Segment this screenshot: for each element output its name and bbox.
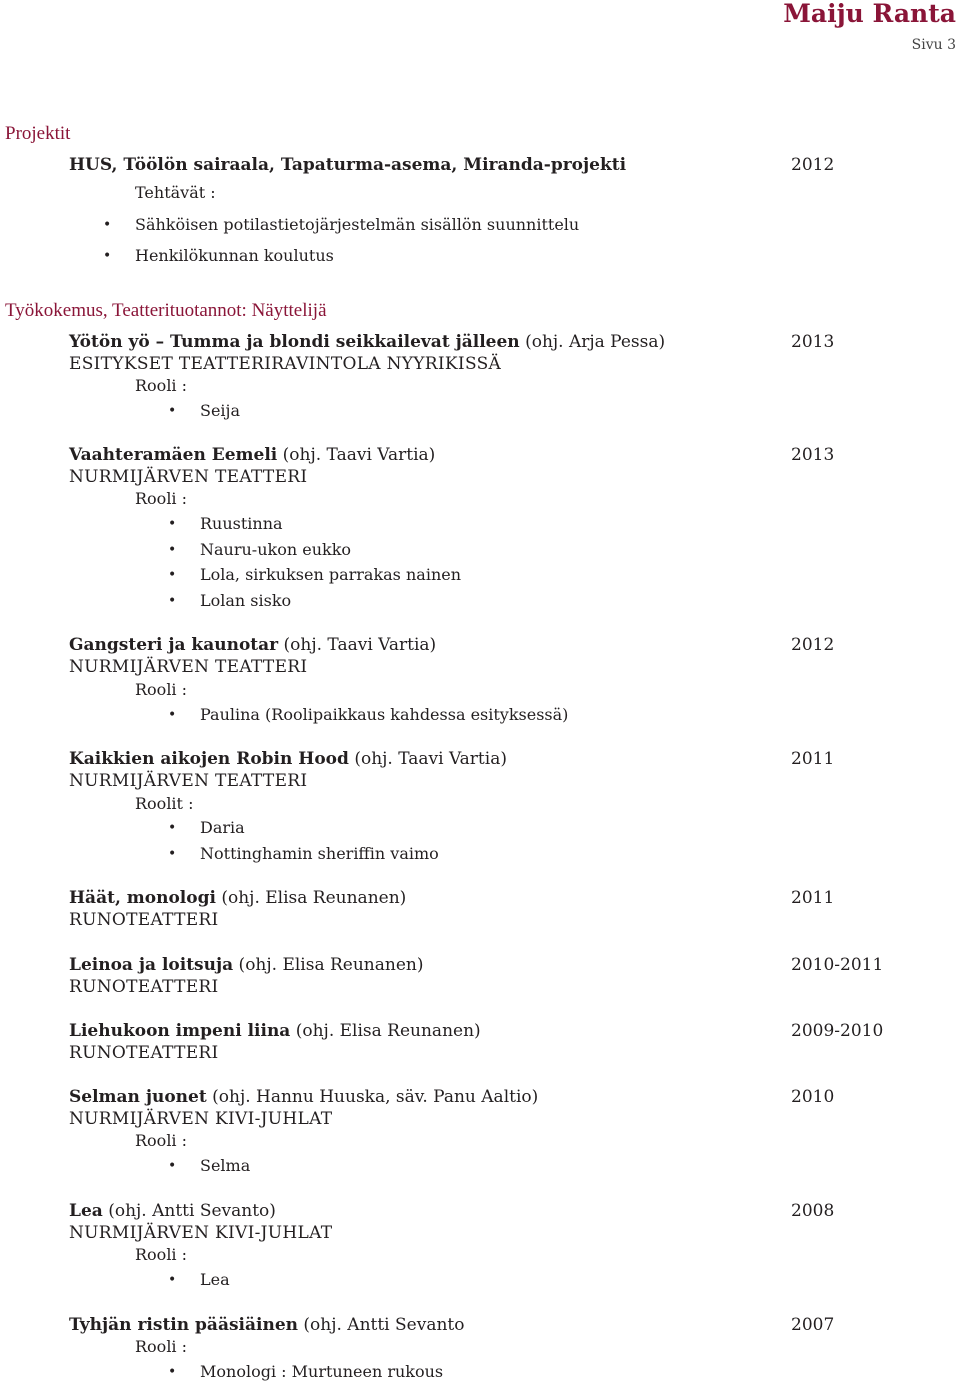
role-item: Selma: [200, 1156, 251, 1175]
production-venue: ESITYKSET TEATTERIRAVINTOLA NYYRIKISSÄ: [69, 354, 502, 374]
role-item: Paulina (Roolipaikkaus kahdessa esityksessä): [200, 705, 569, 724]
role-label: Rooli :: [135, 680, 188, 699]
section-title-work: Työkokemus, Teatterituotannot: Näyttelijä: [5, 300, 327, 321]
role-label: Rooli :: [135, 1131, 188, 1150]
role-item: Lolan sisko: [200, 591, 292, 610]
production-year: 2008: [791, 1201, 835, 1221]
production-venue: NURMIJÄRVEN TEATTERI: [69, 657, 308, 677]
bullet-icon: •: [168, 542, 177, 558]
bullet-icon: •: [168, 707, 177, 723]
author-name: Maiju Ranta: [783, 0, 956, 28]
project-year: 2012: [791, 155, 835, 175]
production-title: Gangsteri ja kaunotar (ohj. Taavi Vartia): [69, 635, 437, 655]
section-title-projects: Projektit: [5, 123, 71, 144]
page-header: [783, 0, 956, 54]
production-title: Tyhjän ristin pääsiäinen (ohj. Antti Sevanto: [69, 1315, 465, 1335]
bullet-icon: •: [103, 217, 112, 233]
production-title: Liehukoon impeni liina (ohj. Elisa Reunanen): [69, 1021, 481, 1041]
production-year: 2007: [791, 1315, 835, 1335]
role-item: Seija: [200, 401, 241, 420]
production-year: 2011: [791, 749, 835, 769]
production-year: 2012: [791, 635, 835, 655]
task-item: Henkilökunnan koulutus: [135, 246, 334, 265]
production-venue: RUNOTEATTERI: [69, 1043, 219, 1063]
role-item: Ruustinna: [200, 514, 283, 533]
role-item: Nauru-ukon eukko: [200, 540, 352, 559]
production-title: Vaahteramäen Eemeli (ohj. Taavi Vartia): [69, 445, 436, 465]
page-number: Sivu 3: [911, 37, 956, 53]
production-venue: NURMIJÄRVEN TEATTERI: [69, 771, 308, 791]
tasks-label: Tehtävät :: [135, 183, 216, 202]
production-venue: RUNOTEATTERI: [69, 910, 219, 930]
bullet-icon: •: [168, 516, 177, 532]
bullet-icon: •: [168, 820, 177, 836]
production-title: Selman juonet (ohj. Hannu Huuska, säv. Panu Aaltio): [69, 1087, 539, 1107]
production-venue: NURMIJÄRVEN TEATTERI: [69, 467, 308, 487]
role-item: Lea: [200, 1270, 230, 1289]
production-title: Leinoa ja loitsuja (ohj. Elisa Reunanen): [69, 955, 424, 975]
production-venue: NURMIJÄRVEN KIVI-JUHLAT: [69, 1223, 333, 1243]
production-venue: NURMIJÄRVEN KIVI-JUHLAT: [69, 1109, 333, 1129]
production-title: Lea (ohj. Antti Sevanto): [69, 1201, 276, 1221]
role-item: Daria: [200, 818, 245, 837]
production-year: 2011: [791, 888, 835, 908]
role-item: Lola, sirkuksen parrakas nainen: [200, 565, 462, 584]
role-label: Rooli :: [135, 1337, 188, 1356]
role-label: Rooli :: [135, 489, 188, 508]
bullet-icon: •: [168, 567, 177, 583]
production-year: 2013: [791, 332, 835, 352]
bullet-icon: •: [103, 248, 112, 264]
bullet-icon: •: [168, 403, 177, 419]
production-venue: RUNOTEATTERI: [69, 977, 219, 997]
bullet-icon: •: [168, 1158, 177, 1174]
role-label: Rooli :: [135, 1245, 188, 1264]
production-year: 2010-2011: [791, 955, 884, 975]
production-year: 2013: [791, 445, 835, 465]
production-title: Kaikkien aikojen Robin Hood (ohj. Taavi Vartia): [69, 749, 507, 769]
bullet-icon: •: [168, 1364, 177, 1380]
project-title: HUS, Töölön sairaala, Tapaturma-asema, Miranda-projekti: [69, 155, 627, 175]
task-item: Sähköisen potilastietojärjestelmän sisällön suunnittelu: [135, 215, 580, 234]
role-item: Nottinghamin sheriffin vaimo: [200, 844, 439, 863]
production-year: 2010: [791, 1087, 835, 1107]
production-year: 2009-2010: [791, 1021, 884, 1041]
role-label: Roolit :: [135, 794, 194, 813]
production-title: Yötön yö – Tumma ja blondi seikkailevat jälleen (ohj. Arja Pessa): [69, 332, 666, 352]
role-item: Monologi : Murtuneen rukous: [200, 1362, 444, 1381]
role-label: Rooli :: [135, 376, 188, 395]
bullet-icon: •: [168, 1272, 177, 1288]
production-title: Häät, monologi (ohj. Elisa Reunanen): [69, 888, 407, 908]
bullet-icon: •: [168, 593, 177, 609]
bullet-icon: •: [168, 846, 177, 862]
